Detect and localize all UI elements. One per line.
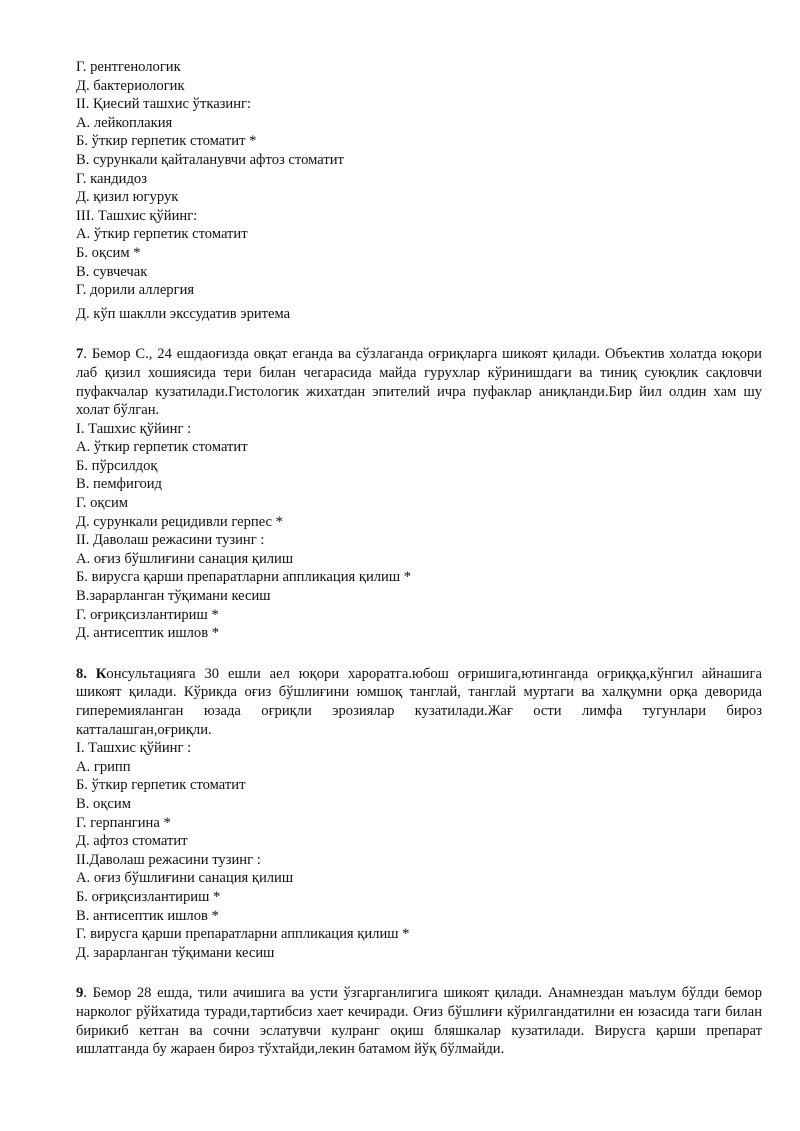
option-line: Г. оғриқсизлантириш * [76,606,219,623]
section-heading: II.Даволаш режасини тузинг : [76,851,261,868]
option-line: А. оғиз бўшлиғини санация қилиш [76,550,294,567]
question-number: 7 [76,346,84,363]
option-line: Д. қизил югурук [76,189,179,206]
option-line: Д. сурункали рецидивли герпес * [76,513,283,530]
document-page [76,58,762,1059]
option-line: Д. афтоз стоматит [76,833,188,850]
option-line: В.зарарланган тўқимани кесиш [76,588,271,605]
previous-question-tail [76,58,762,323]
section-heading: II. Даволаш режасини тузинг : [76,532,265,549]
option-line: Г. вирусга қарши препаратларни аппликация қилиш * [76,926,410,943]
section-heading: I. Ташхис қўйинг : [76,420,192,437]
option-line: В. сурункали қайталанувчи афтоз стоматит [76,151,344,168]
option-line: Д. кўп шаклли экссудатив эритема [76,305,291,322]
option-line: В. антисептик ишлов * [76,907,219,924]
option-line: Б. оғриқсизлантириш * [76,888,221,905]
section-heading: II. Қиесий ташхис ўтказинг: [76,96,252,113]
option-line: А. ўткир герпетик стоматит [76,439,248,456]
option-line: А. ўткир герпетик стоматит [76,226,248,243]
section-heading: I. Ташхис қўйинг : [76,740,192,757]
option-line: Б. ўткир герпетик стоматит [76,777,246,794]
option-line: В. пемфигоид [76,476,162,493]
option-line: Б. вирусга қарши препаратларни аппликация қилиш * [76,569,412,586]
option-line: Г. кандидоз [76,170,147,187]
option-line: Д. антисептик ишлов * [76,625,220,642]
section-heading: III. Ташхис қўйинг: [76,207,198,224]
question-text: 9. Бемор 28 ешда, тили ачишига ва усти ўзгарганлигига шикоят қилади. Анамнездан маълум бўлди бемор нарколог рўйхатида туради,тартибсиз хает кечиради. Оғиз бўшлиғи кўрилгандатилни ен юзасида таги билан бирикиб кетган ва сочни эслатувчи кулранг оқиш бляшкалар кузатилади. Вирусга қарши препарат ишлатганда бу жараен бироз тўхтайди,лекин батамом йўқ бўлмайди. [76,985,762,1058]
option-line: Д. зарарланган тўқимани кесиш [76,944,275,961]
option-line: А. оғиз бўшлиғини санация қилиш [76,870,294,887]
question-8 [76,665,762,963]
option-line: В. сувчечак [76,263,148,280]
question-9 [76,984,762,1058]
option-line: Г. рентгенологик [76,59,181,75]
option-line: Г. дорили аллергия [76,282,195,299]
option-line: Б. оқсим * [76,244,141,261]
option-line: А. лейкоплакия [76,114,173,131]
question-7 [76,345,762,643]
option-line: Г. оқсим [76,495,128,512]
option-line: В. оқсим [76,795,131,812]
question-text: 8. Консультацияга 30 ешли аел юқори хароратга.юбош оғришига,ютинганда оғриққа,кўнгил айнашига шикоят қилади. Кўрикда оғиз бўшлиғини юмшоқ танглай, танглай муртаги ва халқумни орқа деворида гиперемияланган юзада оғриқли эрозиялар кузатилади.Жағ ости лимфа тугунлари бироз катталашган,оғриқли. [76,665,762,738]
question-number: 9 [76,985,84,1002]
option-line: Г. герпангина * [76,814,171,831]
option-line: Д. бактериологик [76,77,185,94]
option-line: Б. ўткир герпетик стоматит * [76,133,257,150]
question-text: 7. Бемор С., 24 ешдаоғизда овқат еганда ва сўзлаганда оғриқларга шикоят қилади. Объектив холатда юқори лаб қизил хошиясида тери билан чегарасида майда гурухлар кўринишдаги ва тиниқ суюқлик сақловчи пуфакчалар кузатилади.Гистологик жихатдан эпителий ичра пуфаклар аниқланди.Бир йил олдин хам шу холат бўлган. [76,346,762,419]
option-line: А. грипп [76,758,131,775]
question-number: 8. К [76,665,107,682]
option-line: Б. пўрсилдоқ [76,457,158,474]
